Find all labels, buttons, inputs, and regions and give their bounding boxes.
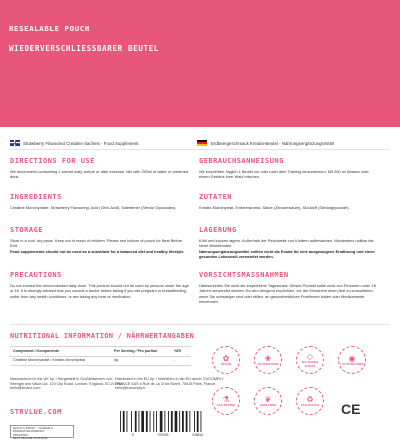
barcode-bar xyxy=(197,411,199,432)
table-row xyxy=(10,356,191,366)
storage-section-en xyxy=(10,226,190,254)
barcode-bar xyxy=(194,411,195,432)
vegan-icon: ✿ VEGAN xyxy=(212,346,240,374)
barcode-bar xyxy=(168,411,169,432)
nutrition-title: NUTRITIONAL INFORMATION / NÄHRWERTANGABEN xyxy=(10,332,195,340)
precautions-text: Überschreiten Sie nicht die empfohlene Tagesdosis. Dieses Produkt sollte nicht von Personen unter 18 Jahren verwendet werden. Es wird dringend empfohlen, vor der Einnahme einen Arzt zu konsultieren, wenn Sie schwanger sind oder stillen, an gesundheitlichen Problemen leiden oder Medikamente einnehmen. xyxy=(199,283,376,304)
certification-badges xyxy=(212,346,392,441)
table-cell: - xyxy=(174,358,176,362)
barcode-digit-group: 028816 xyxy=(192,433,203,437)
batch-box xyxy=(10,425,74,441)
header-title-en: RESEALABLE POUCH xyxy=(9,24,90,33)
product-name-en: Strawberry Flavoured Creatine Sachets - Food Supplement xyxy=(23,141,139,146)
ingredients-section-de xyxy=(199,193,379,210)
header-title-de: WIEDERVERSCHLIESSBARER BEUTEL xyxy=(9,44,159,53)
barcode-bar xyxy=(131,411,132,432)
nutrition-table xyxy=(10,346,191,368)
header-band xyxy=(0,0,400,127)
sugar-free-icon: ◇ NO ADDED SUGAR xyxy=(296,346,324,374)
batch-label: BATCH & EXPIRY · CHARGE & MINDESTHALTBARKEIT xyxy=(13,426,53,434)
column-header: Per Serving / Pro portion xyxy=(114,349,158,353)
barcode-bars xyxy=(120,411,215,432)
manufacturer-address: Manufactured in the UK by: / Hergestellt in Großbritannien von: Strength and Value Ltd. 124 City Road, London, England, EC1V 2NX hello@strvlue.com xyxy=(10,377,123,391)
barcode-bar xyxy=(179,411,180,432)
barcode-bar xyxy=(175,411,178,432)
directions-title: GEBRAUCHSANWEISUNG xyxy=(199,157,284,165)
table-cell: Creatine Monohydrate / Kreatin-Monohydrat xyxy=(13,358,85,362)
storage-title: STORAGE xyxy=(10,226,44,234)
barcode xyxy=(120,411,215,438)
barcode-bar xyxy=(164,411,165,432)
column-header: %RI xyxy=(174,349,181,353)
barcode-bar xyxy=(182,411,184,432)
product-name-de: Erdbeergeschmack Kreatin-Beutel - Nahrungsergänzungsmittel xyxy=(211,141,335,146)
ingredients-text: Kreatin-Monohydrat, Erdbeeraroma, Säure (Zitronensäure), Süßstoff (Steviolglycoside). xyxy=(199,205,350,210)
ingredients-title: ZUTATEN xyxy=(199,193,233,201)
precautions-text: Do not exceed the recommended daily dose. This product should not be used by persons under the age of 18. It is strongly advised that you consult a doctor before taking if you are pregnant or breastfeeding, suffer from any health conditions, or are taking any form of medication. xyxy=(10,283,189,299)
divider xyxy=(10,324,390,325)
lab-tested-icon: ⚗ LAB TESTED xyxy=(212,387,240,415)
barcode-bar xyxy=(160,411,163,432)
column-header: Component / Komponente xyxy=(13,349,60,353)
barcode-bar xyxy=(127,411,128,432)
product-name-row xyxy=(0,139,400,149)
ingredients-title: INGREDIENTS xyxy=(10,193,62,201)
batch-number: SR0132664 xyxy=(13,432,28,437)
barcode-bar xyxy=(146,411,148,432)
barcode-bar xyxy=(139,411,140,432)
storage-note: Nahrungsergänzungsmittel sollten nicht als Ersatz für eine ausgewogene Ernährung und einen gesunden Lebensstil verwendet werden. xyxy=(199,248,375,259)
storage-text: Store in a cool, dry place. Keep out of reach of children. Please see bottom of pouch for Best Before End. xyxy=(10,238,183,249)
best-before: BEST BEFORE 06/04/2028 xyxy=(13,436,48,441)
directions-text: We recommend consuming 1 sachet daily, before or after exercise. Mix with 250ml of water or preferred drink. xyxy=(10,169,189,180)
barcode-digit-group: 070003 xyxy=(157,433,169,437)
eco-pouch-icon: ♻ ECO POUCH xyxy=(296,387,324,415)
directions-section-en xyxy=(10,157,190,180)
barcode-bar xyxy=(186,411,188,432)
barcode-bar xyxy=(156,411,157,432)
divider xyxy=(10,149,390,150)
precautions-section-en xyxy=(10,271,190,299)
directions-section-de xyxy=(199,157,379,180)
directions-title: DIRECTIONS FOR USE xyxy=(10,157,95,165)
ingredients-text: Creatine Monohydrate, Strawberry Flavouring, Acid (Citric Acid), Sweetener (Steviol Glycosides). xyxy=(10,205,177,210)
storage-title: LAGERUNG xyxy=(199,226,237,234)
barcode-bar xyxy=(120,411,121,432)
distributor-address: Distributed in the EU by: / Vertrieben in der EU durch: EUCOMPLY FRANCE SAS 5 Rue de La Croix Nivert, 75015 Paris, France hello@eucomply.fr xyxy=(115,377,224,391)
barcode-digits xyxy=(120,433,215,437)
barcode-bar xyxy=(141,411,144,432)
de-flag-icon xyxy=(197,140,207,146)
gmo-free-icon: ❦ GMO FREE xyxy=(254,387,282,415)
barcode-bar xyxy=(153,411,154,432)
uk-flag-icon xyxy=(10,140,20,146)
barcode-bar xyxy=(123,411,125,432)
barcode-bar xyxy=(150,411,151,432)
barcode-bar xyxy=(135,411,137,432)
gluten-free-icon: ❀ GLUTEN FREE xyxy=(254,346,282,374)
precautions-title: VORSICHTSMASSNAHMEN xyxy=(199,271,289,279)
precautions-section-de xyxy=(199,271,379,304)
storage-text: Kühl und trocken lagern. Außerhalb der Reichweite von Kindern aufbewahren. Mindestens haltbar bis: siehe Beutelboden. xyxy=(199,238,375,249)
ce-mark-icon: CE xyxy=(341,401,361,417)
storage-section-de xyxy=(199,226,379,259)
website-link[interactable]: STRVLUE.COM xyxy=(10,408,62,416)
barcode-bar xyxy=(189,411,190,432)
precautions-title: PRECAUTIONS xyxy=(10,271,62,279)
directions-text: Wir empfehlen, täglich 1 Beutel vor oder nach dem Training einzunehmen. Mit 250 ml Wasser oder einem Getränk Ihrer Wahl mischen. xyxy=(199,169,369,180)
storage-note: Food supplements should not be used as a substitute for a balanced diet and healthy lifestyle. xyxy=(10,248,185,254)
table-cell: 5g xyxy=(114,358,119,362)
barcode-bar xyxy=(171,411,173,432)
ingredients-section-en xyxy=(10,193,190,210)
barcode-digit-group: 5 xyxy=(131,433,134,437)
barcode-bar xyxy=(201,411,202,432)
lactose-free-icon: ◉ LACTOSE FREE xyxy=(338,346,366,374)
